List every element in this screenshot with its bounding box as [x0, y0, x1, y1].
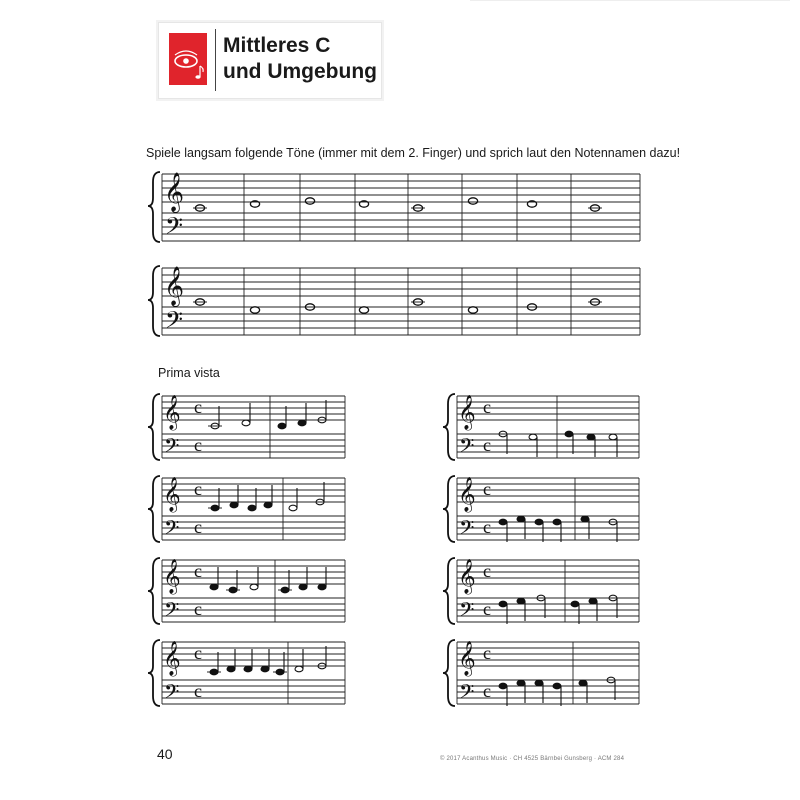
time-signature: c — [483, 561, 491, 581]
treble-clef-icon: 𝄞 — [458, 477, 476, 512]
title-box — [158, 22, 382, 99]
time-signature: c — [194, 561, 202, 581]
instruction-text: Spiele langsam folgende Töne (immer mit dem 2. Finger) und sprich laut den Notennamen dazu! — [146, 146, 681, 160]
bass-clef-icon: 𝄢 — [459, 434, 475, 462]
prima-vista-right-1 — [445, 392, 645, 464]
time-signature: c — [194, 681, 202, 701]
whole-note — [468, 307, 477, 313]
time-signature: c — [483, 643, 491, 663]
time-signature: c — [194, 435, 202, 455]
treble-clef-icon: 𝄞 — [458, 395, 476, 430]
bass-clef-icon: 𝄢 — [164, 434, 180, 462]
page-title — [223, 33, 377, 85]
prima-vista-right-2 — [445, 474, 645, 546]
treble-clef-icon: 𝄞 — [164, 266, 185, 306]
copyright-line: © 2017 Acanthus Music · CH 4525 Bärnbei Gunsberg · ACM 284 — [440, 756, 625, 762]
eye-music-note-icon — [169, 33, 207, 85]
section-label-prima-vista: Prima vista — [158, 366, 220, 380]
bass-clef-icon: 𝄢 — [459, 516, 475, 544]
title-line-1: Mittleres C — [223, 34, 331, 57]
prima-vista-left-2 — [150, 474, 350, 546]
exercise-staff-system-1 — [150, 168, 650, 248]
time-signature: c — [483, 435, 491, 455]
time-signature: c — [483, 517, 491, 537]
page-edge-line — [470, 0, 790, 1]
page-number: 40 — [157, 746, 173, 762]
exercise-staff-system-2 — [150, 262, 650, 342]
treble-clef-icon: 𝄞 — [163, 477, 181, 512]
treble-clef-icon: 𝄞 — [458, 559, 476, 594]
treble-clef-icon: 𝄞 — [164, 172, 185, 212]
time-signature: c — [194, 517, 202, 537]
title-line-2: und Umgebung — [223, 60, 377, 83]
bass-clef-icon: 𝄢 — [459, 598, 475, 626]
prima-vista-right-3 — [445, 556, 645, 628]
whole-note — [250, 307, 259, 313]
prima-vista-left-3 — [150, 556, 350, 628]
bass-clef-icon: 𝄢 — [459, 680, 475, 708]
bass-clef-icon: 𝄢 — [164, 598, 180, 626]
time-signature: c — [483, 599, 491, 619]
prima-vista-left-4 — [150, 638, 350, 710]
whole-note — [468, 198, 477, 204]
treble-clef-icon: 𝄞 — [163, 559, 181, 594]
bass-clef-icon: 𝄢 — [164, 680, 180, 708]
time-signature: c — [483, 681, 491, 701]
time-signature: c — [483, 479, 491, 499]
whole-note — [305, 198, 314, 204]
time-signature: c — [194, 643, 202, 663]
prima-vista-left-1 — [150, 392, 350, 464]
treble-clef-icon: 𝄞 — [163, 641, 181, 676]
time-signature: c — [483, 397, 491, 417]
time-signature: c — [194, 479, 202, 499]
time-signature: c — [194, 397, 202, 417]
whole-note — [359, 307, 368, 313]
bass-clef-icon: 𝄢 — [165, 306, 184, 339]
treble-clef-icon: 𝄞 — [458, 641, 476, 676]
time-signature: c — [194, 599, 202, 619]
bass-clef-icon: 𝄢 — [164, 516, 180, 544]
treble-clef-icon: 𝄞 — [163, 395, 181, 430]
bass-clef-icon: 𝄢 — [165, 212, 184, 245]
title-separator — [215, 29, 216, 91]
prima-vista-right-4 — [445, 638, 645, 710]
